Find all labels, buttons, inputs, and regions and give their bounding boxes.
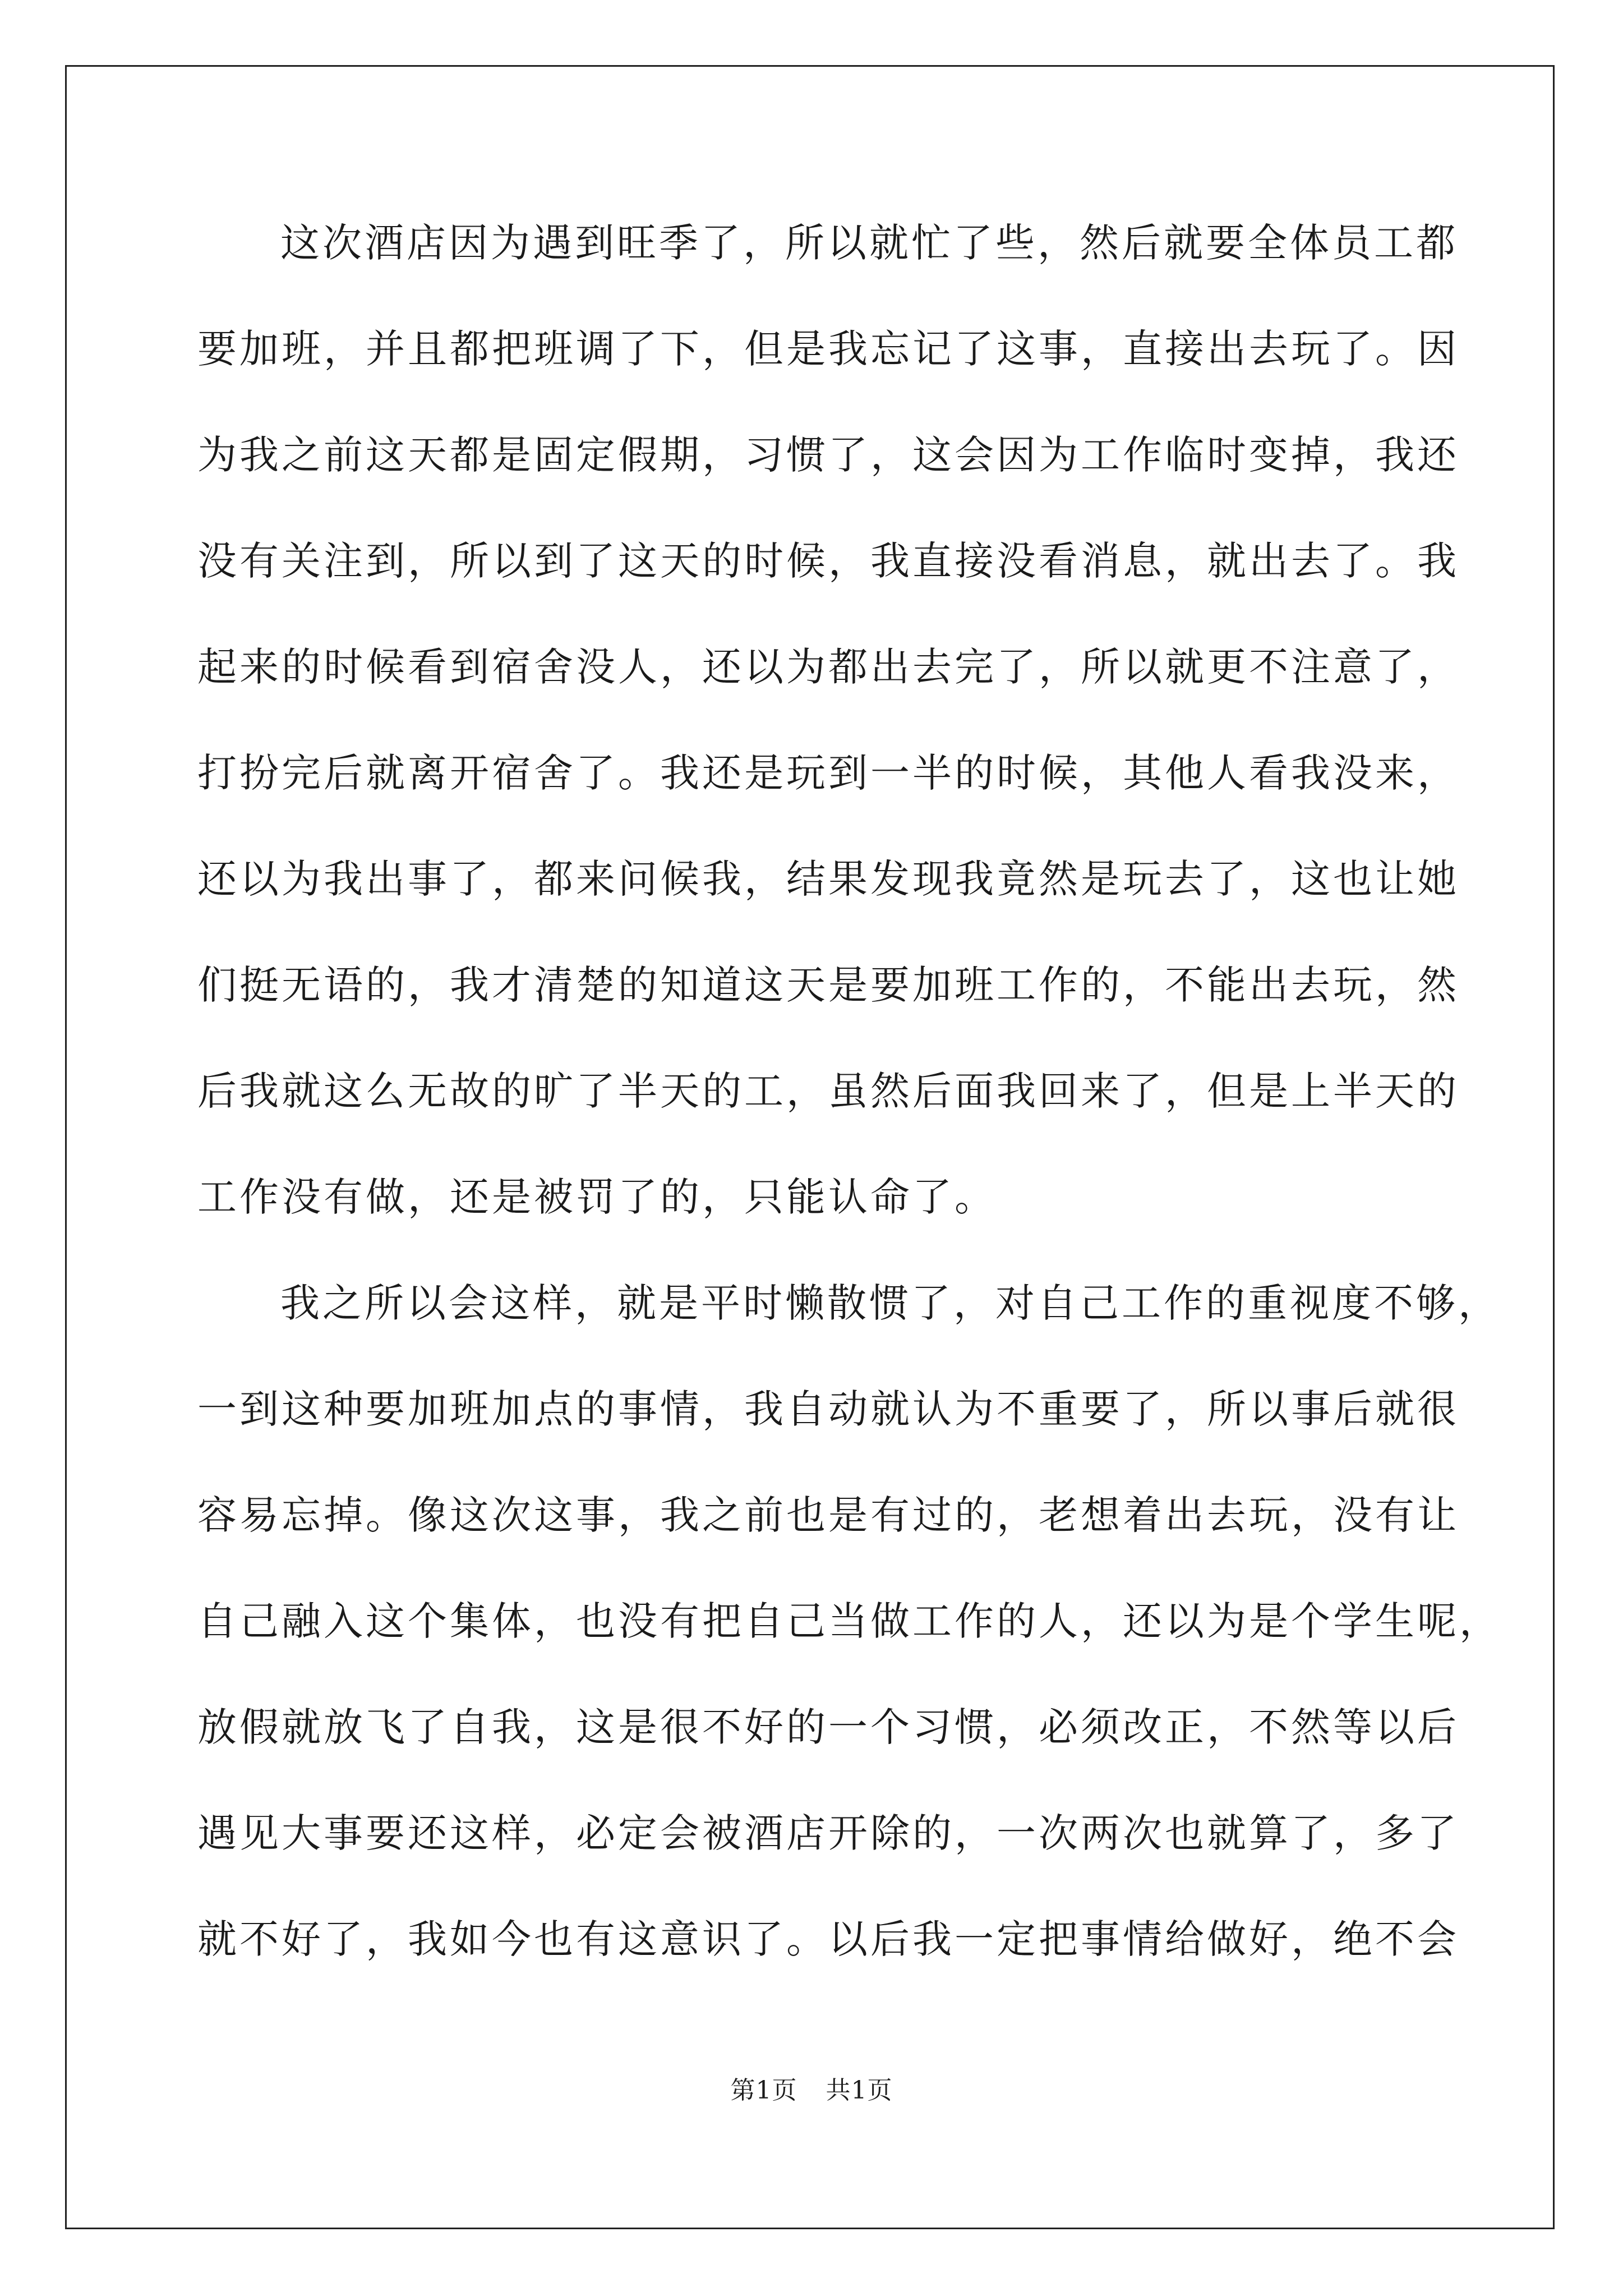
text-line: 工作没有做，还是被罚了的，只能认命了。 [197, 1174, 997, 1220]
page-number-current: 第1页 [730, 2076, 797, 2105]
text-line: 一到这种要加班加点的事情，我自动就认为不重要了，所以事后就很 [197, 1386, 1459, 1432]
text-line: 起来的时候看到宿舍没人，还以为都出去完了，所以就更不注意了， [197, 644, 1459, 690]
text-line: 就不好了，我如今也有这意识了。以后我一定把事情给做好，绝不会 [197, 1916, 1459, 1962]
text-line: 遇见大事要还这样，必定会被酒店开除的，一次两次也就算了，多了 [197, 1810, 1459, 1856]
text-line: 们挺无语的，我才清楚的知道这天是要加班工作的，不能出去玩，然 [197, 962, 1459, 1008]
paragraph-1 [197, 220, 1459, 1282]
text-line: 打扮完后就离开宿舍了。我还是玩到一半的时候，其他人看我没来， [197, 750, 1459, 796]
text-line: 没有关注到，所以到了这天的时候，我直接没看消息，就出去了。我 [197, 538, 1459, 584]
text-line: 容易忘掉。像这次这事，我之前也是有过的，老想着出去玩，没有让 [197, 1492, 1459, 1538]
page-footer [0, 2070, 1623, 2106]
text-line: 自己融入这个集体，也没有把自己当做工作的人，还以为是个学生呢， [197, 1598, 1501, 1644]
text-line: 还以为我出事了，都来问候我，结果发现我竟然是玩去了，这也让她 [197, 856, 1459, 902]
document-body [197, 220, 1501, 2024]
text-line: 要加班，并且都把班调了下，但是我忘记了这事，直接出去玩了。因 [197, 326, 1459, 372]
text-line: 后我就这么无故的旷了半天的工，虽然后面我回来了，但是上半天的 [197, 1068, 1459, 1114]
text-line: 我之所以会这样，就是平时懒散惯了，对自己工作的重视度不够， [280, 1280, 1500, 1326]
text-line: 这次酒店因为遇到旺季了，所以就忙了些，然后就要全体员工都 [280, 220, 1458, 266]
page-number-total: 共1页 [826, 2076, 893, 2105]
text-line: 为我之前这天都是固定假期，习惯了，这会因为工作临时变掉，我还 [197, 432, 1459, 478]
text-line: 放假就放飞了自我，这是很不好的一个习惯，必须改正，不然等以后 [197, 1704, 1459, 1750]
paragraph-2 [197, 1280, 1501, 2024]
